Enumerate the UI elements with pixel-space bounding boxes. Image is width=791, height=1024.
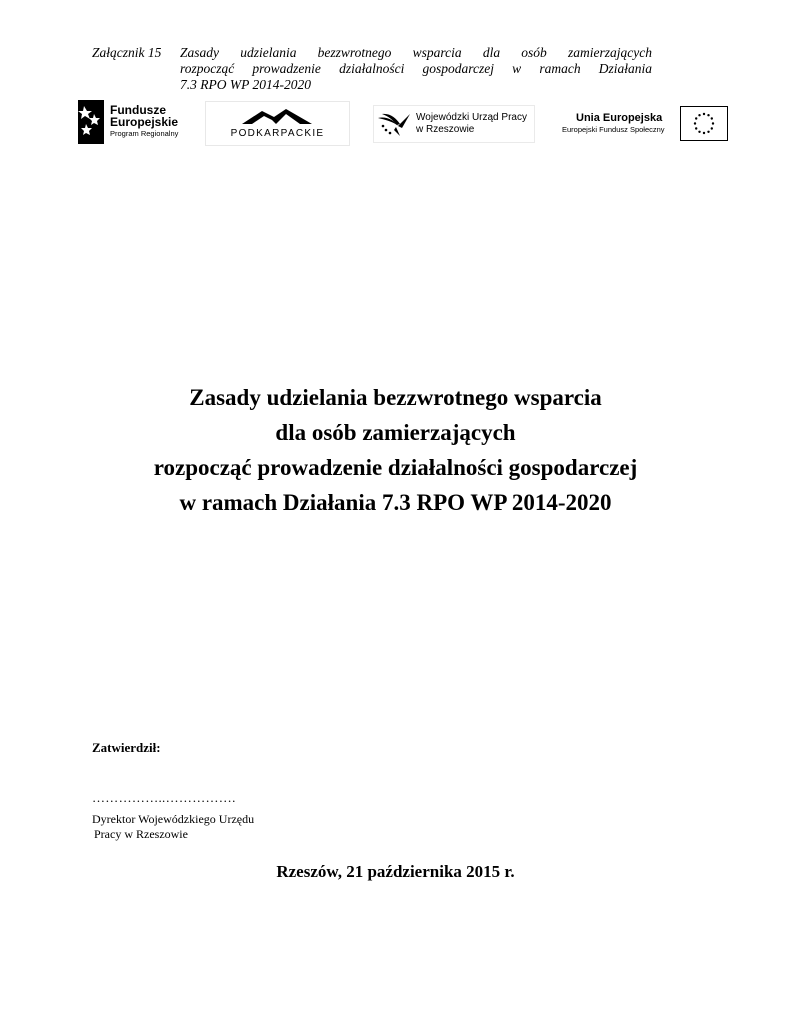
fundusze-line3: Program Regionalny [110, 129, 179, 138]
eu-line1: Unia Europejska [576, 112, 663, 124]
title-line-1: Zasady udzielania bezzwrotnego wsparcia [189, 385, 602, 410]
document-title [0, 380, 791, 520]
wup-bird-icon [376, 110, 412, 138]
wup-line2: w Rzeszowie [416, 124, 475, 135]
fundusze-europejskie-icon [78, 100, 104, 144]
fundusze-line1: Fundusze [110, 103, 166, 117]
podkarpackie-mountain-icon [206, 102, 349, 128]
signature-dots: ……………..……………. [92, 790, 236, 805]
approved-label: Zatwierdził: [92, 740, 161, 755]
fundusze-europejskie-logo [78, 100, 178, 144]
attachment-text-line-1: Zasady udzielania bezzwrotnego wsparcia dla osób zamierzających [180, 45, 652, 60]
attachment-label: Załącznik 15 [92, 45, 162, 60]
wup-logo [373, 105, 535, 143]
attachment-text-line-3: 7.3 RPO WP 2014-2020 [180, 77, 311, 92]
eu-line2: Europejski Fundusz Społeczny [562, 125, 665, 134]
place-date: Rzeszów, 21 października 2015 r. [276, 862, 515, 881]
signer-line-2: Pracy w Rzeszowie [94, 827, 188, 841]
title-line-3: rozpocząć prowadzenie działalności gospodarczej [153, 455, 638, 480]
eu-logo-text [562, 112, 665, 136]
title-line-2: dla osób zamierzających [275, 420, 516, 445]
attachment-text-line-2: rozpocząć prowadzenie działalności gospodarczej w ramach Działania [180, 61, 652, 76]
podkarpackie-text: PODKARPACKIE [230, 128, 325, 139]
eu-flag-icon [680, 106, 728, 141]
signer-block [92, 812, 254, 842]
signer-line-1: Dyrektor Wojewódzkiego Urzędu [92, 812, 255, 826]
wup-line1: Wojewódzki Urząd Pracy [416, 112, 527, 123]
logo-bar [0, 100, 791, 150]
fundusze-line2: Europejskie [110, 115, 179, 129]
title-line-4: w ramach Działania 7.3 RPO WP 2014-2020 [179, 490, 612, 515]
podkarpackie-logo [205, 101, 350, 146]
header-note [92, 45, 652, 93]
